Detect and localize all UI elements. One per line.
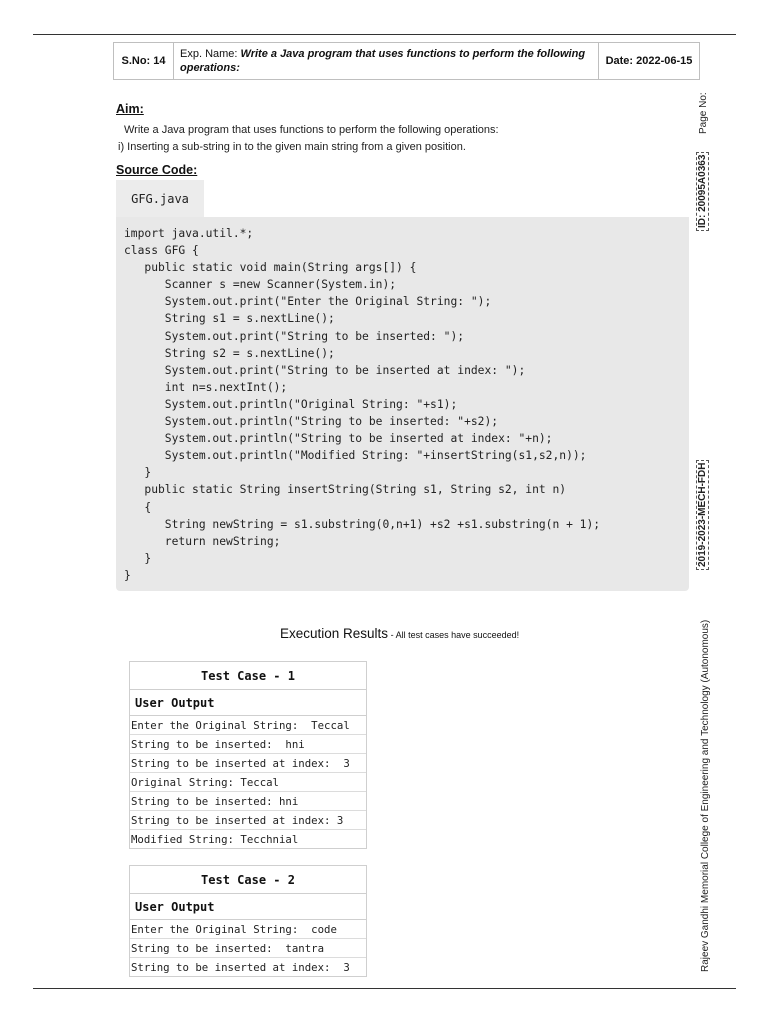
output-line: String to be inserted: hni [130, 792, 366, 811]
top-rule [33, 34, 736, 35]
output-line: String to be inserted: hni [130, 735, 366, 754]
output-line: Enter the Original String: Teccal [130, 716, 366, 735]
execution-results-status: - All test cases have succeeded! [388, 630, 520, 640]
source-code: import java.util.*; class GFG { public static void main(String args[]) { Scanner s =new Scanner(System.in); System.out.print("Enter the Original String: "); String s1 = s.nextLine(); System.out.print("String to be inserted: "); String s2 = s.nextLine(); System.out.print("String to be inserted at index: "); int n=s.nextInt(); System.out.println("Original String: "+s1); System.out.println("String to be inserted: "+s2); System.out.println("String to be inserted at index: "+n); System.out.println("Modified String: "+insertString(s1,s2,n)); } public static String insertString(String s1, String s2, int n) { String newString = s1.substring(0,n+1) +s2 +s1.substring(n + 1); return newString; } } [124, 227, 601, 582]
output-line: String to be inserted: tantra [130, 939, 366, 958]
output-line: Original String: Teccal [130, 773, 366, 792]
experiment-name-title: Write a Java program that uses functions to perform the following operations: [180, 48, 586, 74]
user-output-label: User Output [130, 690, 366, 716]
experiment-date: Date: 2022-06-15 [605, 55, 693, 67]
code-block [116, 217, 689, 591]
experiment-name [174, 43, 599, 79]
aim-line-2: i) Inserting a sub-string in to the given main string from a given position. [118, 141, 466, 153]
aim-heading: Aim: [116, 102, 144, 116]
experiment-header [113, 42, 700, 80]
output-line: Enter the Original String: code [130, 920, 366, 939]
test-case-title: Test Case - 1 [130, 662, 366, 690]
experiment-name-prefix: Exp. Name: [180, 48, 241, 60]
aim-line-1: Write a Java program that uses functions to perform the following operations: [124, 124, 499, 136]
user-output-label: User Output [130, 894, 366, 920]
batch-code: 2019-2023-MECH-FDH [696, 460, 709, 570]
execution-results-heading [280, 626, 519, 641]
test-case-title: Test Case - 2 [130, 866, 366, 894]
bottom-rule [33, 988, 736, 989]
serial-number: S.No: 14 [114, 43, 174, 79]
output-line: String to be inserted at index: 3 [130, 754, 366, 773]
test-case-1 [129, 661, 367, 849]
college-name: Rajeev Gandhi Memorial College of Engineering and Technology (Autonomous) [700, 619, 711, 972]
page-number-label: Page No: [698, 92, 709, 134]
output-line: Modified String: Tecchnial [131, 832, 299, 846]
output-line: String to be inserted at index: 3 [131, 960, 350, 974]
source-code-heading: Source Code: [116, 163, 198, 177]
output-line: String to be inserted at index: 3 [130, 811, 366, 830]
student-id: ID: 20095A0363 [696, 152, 709, 231]
execution-results-title: Execution Results [280, 626, 389, 641]
file-tab[interactable]: GFG.java [116, 180, 204, 217]
test-case-2 [129, 865, 367, 977]
